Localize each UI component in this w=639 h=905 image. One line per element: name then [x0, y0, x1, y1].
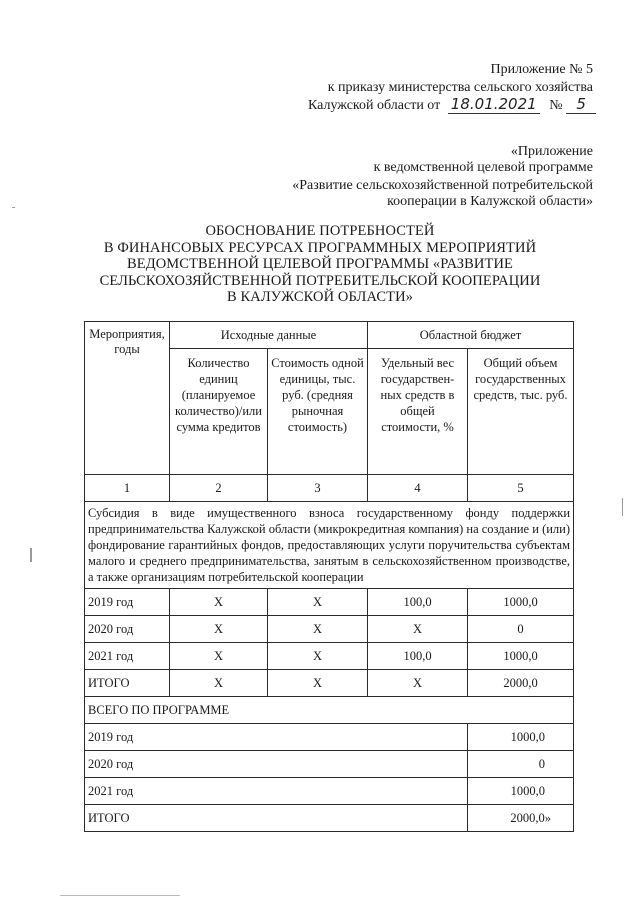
program-header-line4: кооперации в Калужской области»	[387, 194, 593, 209]
table-row	[85, 670, 574, 697]
scan-mark	[622, 498, 623, 516]
cell-total: 1000,0	[468, 589, 574, 616]
subsidy-description-row	[85, 502, 574, 589]
scan-mark	[60, 895, 180, 896]
col1-header: Мероприятия, годы	[85, 322, 170, 475]
financing-table	[84, 321, 574, 832]
document-title	[60, 223, 580, 306]
cell-share: 100,0	[368, 589, 468, 616]
total-header-row	[85, 697, 574, 724]
col-number: 4	[368, 475, 468, 502]
row-label: 2019 год	[85, 589, 170, 616]
row-label: 2020 год	[85, 616, 170, 643]
row-label: ИТОГО	[85, 805, 468, 832]
cell-total: 1000,0	[468, 724, 574, 751]
order-header-line1: Приложение № 5	[490, 62, 593, 77]
cell-unit-cost: Х	[268, 670, 368, 697]
table-row	[85, 778, 574, 805]
cell-quantity: Х	[170, 616, 268, 643]
order-date-handwritten: 18.01.2021	[448, 95, 540, 114]
scan-mark	[12, 207, 15, 208]
subheader-quantity: Количество единиц (планируемое количество)/или сумма кредитов	[170, 349, 268, 475]
table-row	[85, 751, 574, 778]
cell-share: Х	[368, 616, 468, 643]
subheader-share: Удельный вес государствен-ных средств в общей стоимости, %	[368, 349, 468, 475]
cell-unit-cost: Х	[268, 616, 368, 643]
table-row	[85, 616, 574, 643]
cell-total: 2000,0»	[468, 805, 574, 832]
title-line1: ОБОСНОВАНИЕ ПОТРЕБНОСТЕЙ	[205, 223, 435, 239]
row-label: 2021 год	[85, 643, 170, 670]
title-line4: СЕЛЬСКОХОЗЯЙСТВЕННОЙ ПОТРЕБИТЕЛЬСКОЙ КООПЕРАЦИИ	[99, 272, 541, 289]
subsidy-description: Субсидия в виде имущественного взноса государственному фонду поддержки предпринимательства Калужской области (микрокредитная компания) на создание и (или) фондирование гарантийных фондов, предоставляющих услуги поручительства субъектам малого и среднего предпринимательства, занятым в сельскохозяйственном производстве, а также организациям потребительской кооперации	[85, 502, 574, 589]
subheader-total-volume: Общий объем государственных средств, тыс. руб.	[468, 349, 574, 475]
group2-header: Областной бюджет	[368, 322, 574, 349]
order-number-handwritten: 5	[566, 95, 596, 114]
group1-header: Исходные данные	[170, 322, 368, 349]
cell-quantity: Х	[170, 643, 268, 670]
title-line5: В КАЛУЖСКОЙ ОБЛАСТИ»	[227, 289, 413, 305]
order-header-line3	[308, 95, 596, 115]
program-header-line1: «Приложение	[510, 144, 593, 159]
subheader-unit-cost: Стоимость одной единицы, тыс. руб. (средняя рыночная стоимость)	[268, 349, 368, 475]
table-row	[85, 589, 574, 616]
row-label: 2021 год	[85, 778, 468, 805]
program-header-line2: к ведомственной целевой программе	[373, 160, 593, 175]
col-number: 5	[468, 475, 574, 502]
row-label: 2019 год	[85, 724, 468, 751]
title-line2: В ФИНАНСОВЫХ РЕСУРСАХ ПРОГРАММНЫХ МЕРОПРИЯТИЙ	[103, 239, 537, 256]
title-line3: ВЕДОМСТВЕННОЙ ЦЕЛЕВОЙ ПРОГРАММЫ «РАЗВИТИЕ	[127, 256, 513, 272]
cell-total: 1000,0	[468, 643, 574, 670]
row-label: 2020 год	[85, 751, 468, 778]
cell-unit-cost: Х	[268, 643, 368, 670]
program-header-line3: «Развитие сельскохозяйственной потребительской	[292, 178, 593, 193]
cell-total: 2000,0	[468, 670, 574, 697]
order-date-prefix: Калужской области от	[308, 98, 441, 113]
total-header: ВСЕГО ПО ПРОГРАММЕ	[85, 697, 574, 724]
cell-quantity: Х	[170, 670, 268, 697]
table-header-row	[85, 322, 574, 349]
cell-quantity: Х	[170, 589, 268, 616]
col-number: 3	[268, 475, 368, 502]
row-label: ИТОГО	[85, 670, 170, 697]
cell-total: 1000,0	[468, 778, 574, 805]
cell-total: 0	[468, 751, 574, 778]
order-number-label: №	[549, 98, 563, 113]
cell-share: Х	[368, 670, 468, 697]
cell-share: 100,0	[368, 643, 468, 670]
cell-total: 0	[468, 616, 574, 643]
table-row	[85, 643, 574, 670]
order-header-line2: к приказу министерства сельского хозяйства	[327, 80, 593, 95]
cell-unit-cost: Х	[268, 589, 368, 616]
table-row	[85, 724, 574, 751]
scan-mark	[30, 548, 32, 562]
col-number: 2	[170, 475, 268, 502]
column-number-row	[85, 475, 574, 502]
col-number: 1	[85, 475, 170, 502]
table-row	[85, 805, 574, 832]
